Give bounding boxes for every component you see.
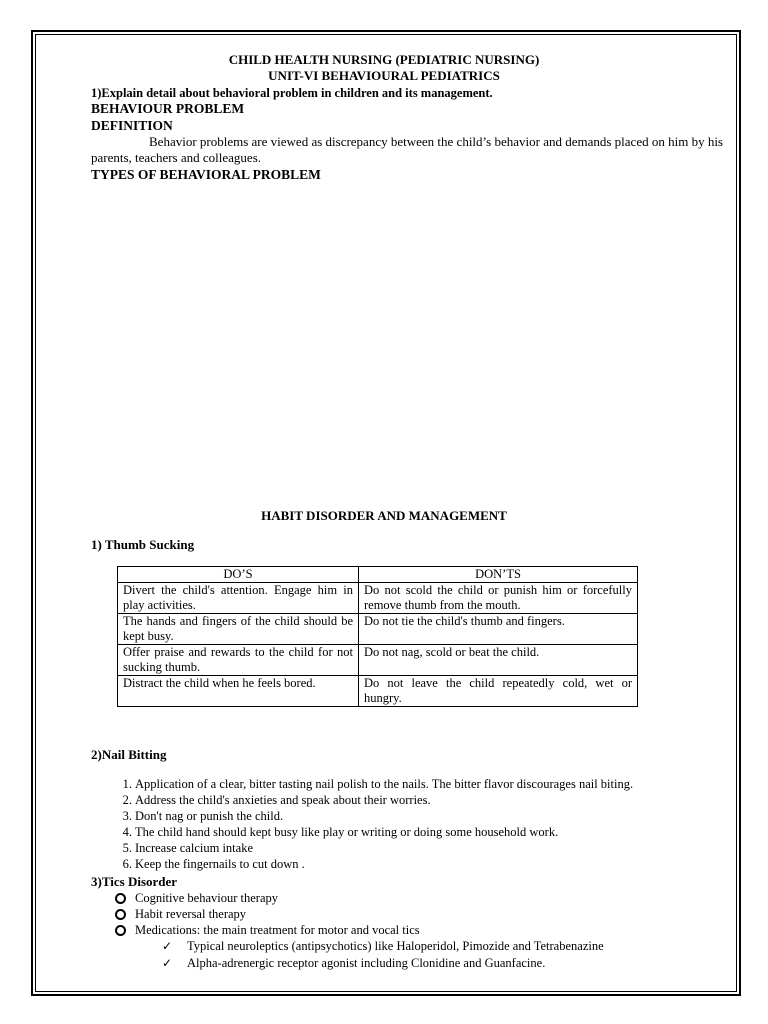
- table-cell-dont: Do not nag, scold or beat the child.: [359, 645, 638, 676]
- table-cell-do: Divert the child's attention. Engage him in play activities.: [118, 583, 359, 614]
- table-row: [118, 676, 638, 707]
- list-item-number: 3.: [122, 809, 132, 823]
- list-item: Application of a clear, bitter tasting nail polish to the nails. The bitter flavor discourages nail biting.: [135, 777, 634, 791]
- thumb-sucking-table: [117, 566, 638, 707]
- table-cell-do: Offer praise and rewards to the child for not sucking thumb.: [118, 645, 359, 676]
- table-header-row: [118, 567, 638, 583]
- list-item: Cognitive behaviour therapy: [135, 891, 279, 905]
- circle-bullet-icon: [115, 909, 126, 920]
- definition-heading: DEFINITION: [91, 118, 173, 133]
- thumb-sucking-heading: 1) Thumb Sucking: [91, 537, 195, 552]
- table-cell-dont: Do not leave the child repeatedly cold, wet or hungry.: [359, 676, 638, 707]
- list-item-number: 5.: [122, 841, 132, 855]
- question-heading: 1)Explain detail about behavioral problem in children and its management.: [91, 86, 493, 100]
- list-item-number: 2.: [122, 793, 132, 807]
- circle-bullet-icon: [115, 925, 126, 936]
- unit-title: UNIT-VI BEHAVIOURAL PEDIATRICS: [268, 68, 500, 83]
- sub-list-item: Typical neuroleptics (antipsychotics) like Haloperidol, Pimozide and Tetrabenazine: [187, 939, 604, 953]
- document-title: CHILD HEALTH NURSING (PEDIATRIC NURSING): [228, 52, 540, 67]
- checkmark-icon: ✓: [162, 939, 173, 953]
- types-heading: TYPES OF BEHAVIORAL PROBLEM: [91, 167, 321, 182]
- table-cell-do: The hands and fingers of the child should be kept busy.: [118, 614, 359, 645]
- list-item: Keep the fingernails to cut down .: [135, 857, 305, 871]
- definition-text: Behavior problems are viewed as discrepancy between the child’s behavior and demands placed on him by his parents, teachers and colleagues.: [91, 134, 723, 165]
- table-row: [118, 614, 638, 645]
- sub-list-item: Alpha-adrenergic receptor agonist including Clonidine and Guanfacine.: [187, 956, 546, 970]
- table-cell-dont: Do not tie the child's thumb and fingers.: [359, 614, 638, 645]
- list-item: The child hand should kept busy like play or writing or doing some household work.: [135, 825, 559, 839]
- checkmark-icon: ✓: [162, 956, 173, 970]
- list-item-number: 4.: [122, 825, 132, 839]
- list-item: Increase calcium intake: [135, 841, 253, 855]
- tics-disorder-heading: 3)Tics Disorder: [91, 874, 178, 889]
- nail-biting-heading: 2)Nail Bitting: [91, 747, 167, 762]
- list-item: Medications: the main treatment for motor and vocal tics: [135, 923, 420, 937]
- table-row: [118, 583, 638, 614]
- table-row: [118, 645, 638, 676]
- column-header-donts: DON’TS: [359, 567, 638, 583]
- habit-disorder-heading: HABIT DISORDER AND MANAGEMENT: [261, 508, 507, 523]
- behaviour-problem-heading: BEHAVIOUR PROBLEM: [91, 101, 245, 116]
- list-item: Don't nag or punish the child.: [135, 809, 284, 823]
- column-header-dos: DO’S: [118, 567, 359, 583]
- list-item-number: 6.: [122, 857, 132, 871]
- list-item: Habit reversal therapy: [135, 907, 247, 921]
- table-cell-dont: Do not scold the child or punish him or forcefully remove thumb from the mouth.: [359, 583, 638, 614]
- circle-bullet-icon: [115, 893, 126, 904]
- table-cell-do: Distract the child when he feels bored.: [118, 676, 359, 707]
- list-item: Address the child's anxieties and speak about their worries.: [135, 793, 431, 807]
- list-item-number: 1.: [122, 777, 132, 791]
